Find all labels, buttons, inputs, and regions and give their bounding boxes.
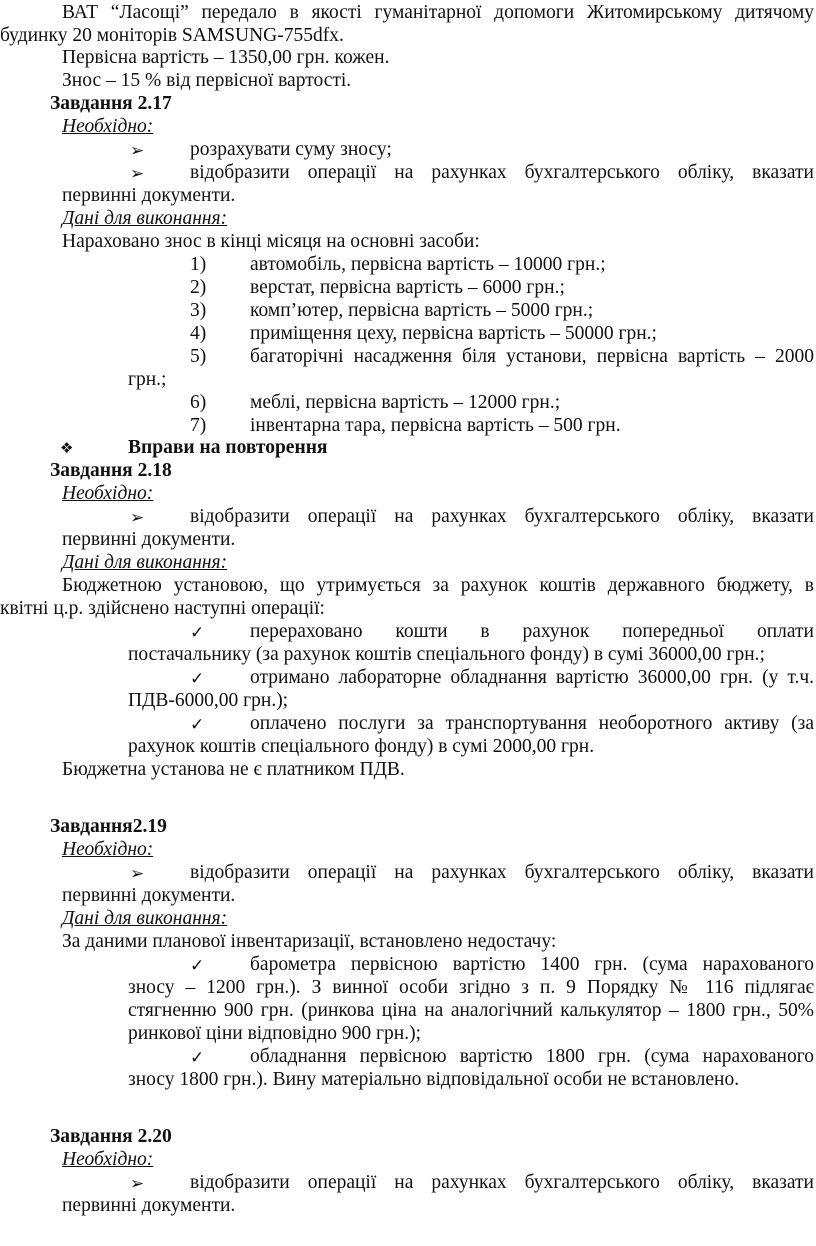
task-20-title: Завдання 2.20 — [50, 1126, 172, 1147]
list-item: комп’ютер, первісна вартість – 5000 грн.; — [250, 300, 594, 321]
checkmark-bullet-icon: ✓ — [190, 623, 205, 643]
repeat-heading: Вправи на повторення — [128, 437, 328, 458]
task-18-check-3-line-1: оплачено послуги за транспортування необоротного активу (за — [250, 713, 814, 734]
task-18-required-label: Необхідно: — [62, 483, 154, 504]
task-20-required-label: Необхідно: — [62, 1149, 154, 1170]
arrowhead-bullet-icon: ➢ — [130, 508, 145, 528]
task-19-check-1-line-1: барометра первісною вартістю 1400 грн. (сума нарахованого — [250, 954, 814, 975]
task-19-check-2-line-1: обладнання первісною вартістю 1800 грн. (сума нарахованого — [250, 1046, 814, 1067]
checkmark-bullet-icon: ✓ — [190, 956, 205, 976]
task-18-check-2-line-2: ПДВ-6000,00 грн.); — [128, 690, 289, 711]
task-17-required-label: Необхідно: — [62, 116, 154, 137]
task-17-title: Завдання 2.17 — [50, 93, 172, 114]
list-item-number: 5) — [190, 346, 207, 367]
task-17-bullet-1: розрахувати суму зносу; — [190, 139, 392, 160]
list-item: верстат, первісна вартість – 6000 грн.; — [250, 277, 565, 298]
list-item: інвентарна тара, первісна вартість – 500 грн. — [250, 415, 621, 436]
task-18-lead-line-1: Бюджетною установою, що утримується за рахунок коштів державного бюджету, в — [62, 575, 814, 596]
task-18-bullet-line-1: відобразити операції на рахунках бухгалтерського обліку, вказати — [190, 506, 814, 527]
task-17-bullet-2-line-2: первинні документи. — [62, 185, 236, 206]
task-18-check-1-line-2: постачальнику (за рахунок коштів спеціального фонду) в сумі 36000,00 грн.; — [128, 644, 765, 665]
task-18-check-3-line-2: рахунок коштів спеціального фонду) в сумі 2000,00 грн. — [128, 736, 595, 757]
diamond-outline-icon: ❖ — [60, 439, 74, 457]
task-17-bullet-2-line-1: відобразити операції на рахунках бухгалтерського обліку, вказати — [190, 162, 814, 183]
list-item-number: 1) — [190, 254, 207, 275]
list-item: багаторічні насадження біля установи, первісна вартість – 2000 — [250, 346, 814, 367]
list-item-continuation: грн.; — [128, 369, 167, 390]
arrowhead-bullet-icon: ➢ — [130, 864, 145, 884]
checkmark-bullet-icon: ✓ — [190, 715, 205, 735]
checkmark-bullet-icon: ✓ — [190, 669, 205, 689]
task-18-title: Завдання 2.18 — [50, 460, 172, 481]
task-18-bullet-line-2: первинні документи. — [62, 529, 236, 550]
task-18-check-2-line-1: отримано лабораторне обладнання вартістю 36000,00 грн. (у т.ч. — [250, 667, 814, 688]
list-item-number: 3) — [190, 300, 207, 321]
checkmark-bullet-icon: ✓ — [190, 1048, 205, 1068]
task-18-check-1-line-1: перераховано кошти в рахунок попередньої оплати — [250, 621, 814, 642]
task-19-check-1-line-4: ринкової ціни відповідно 900 грн.); — [128, 1023, 422, 1044]
arrowhead-bullet-icon: ➢ — [130, 164, 145, 184]
task-19-title: Завдання2.19 — [50, 816, 167, 837]
list-item-number: 4) — [190, 323, 207, 344]
arrowhead-bullet-icon: ➢ — [130, 141, 145, 161]
task-19-check-2-line-2: зносу 1800 грн.). Вину матеріально відповідальної особи не встановлено. — [128, 1069, 740, 1090]
task-19-check-1-line-2: зносу – 1200 грн.). З винної особи згідно з п. 9 Порядку № 116 підлягає — [128, 977, 814, 998]
arrowhead-bullet-icon: ➢ — [130, 1174, 145, 1194]
task-19-required-label: Необхідно: — [62, 839, 154, 860]
intro-wear: Знос – 15 % від первісної вартості. — [62, 70, 352, 91]
task-19-lead: За даними планової інвентаризації, встановлено недостачу: — [62, 931, 557, 952]
list-item-number: 6) — [190, 392, 207, 413]
list-item: меблі, первісна вартість – 12000 грн.; — [250, 392, 561, 413]
intro-line-1: ВАТ “Ласощі” передало в якості гуманітарної допомоги Житомирському дитячому — [62, 2, 814, 23]
task-19-data-label: Дані для виконання: — [62, 908, 228, 929]
task-17-data-label: Дані для виконання: — [62, 208, 228, 229]
task-20-bullet-line-1: відобразити операції на рахунках бухгалтерського обліку, вказати — [190, 1172, 814, 1193]
list-item-number: 7) — [190, 415, 207, 436]
intro-line-2: будинку 20 моніторів SAMSUNG-755dfx. — [0, 25, 344, 46]
task-19-check-1-line-3: стягненню 900 грн. (ринкова ціна на аналогічний калькулятор – 1800 грн., 50% — [128, 1000, 814, 1021]
task-17-lead: Нараховано знос в кінці місяця на основні засоби: — [62, 231, 480, 252]
list-item-number: 2) — [190, 277, 207, 298]
task-20-bullet-line-2: первинні документи. — [62, 1195, 236, 1216]
task-18-note: Бюджетна установа не є платником ПДВ. — [62, 759, 405, 780]
task-18-lead-line-2: квітні ц.р. здійснено наступні операції: — [0, 598, 325, 619]
list-item: автомобіль, первісна вартість – 10000 грн.; — [250, 254, 606, 275]
list-item: приміщення цеху, первісна вартість – 50000 грн.; — [250, 323, 657, 344]
intro-cost: Первісна вартість – 1350,00 грн. кожен. — [62, 47, 390, 68]
task-19-bullet-line-1: відобразити операції на рахунках бухгалтерського обліку, вказати — [190, 862, 814, 883]
task-18-data-label: Дані для виконання: — [62, 552, 228, 573]
task-19-bullet-line-2: первинні документи. — [62, 885, 236, 906]
